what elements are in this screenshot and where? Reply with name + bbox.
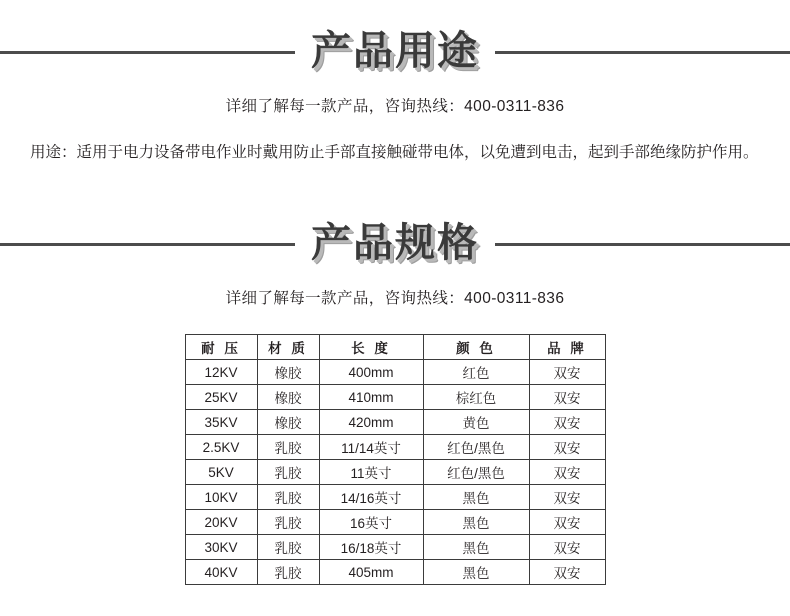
cell-brand: 双安	[529, 510, 605, 535]
cell-length: 16英寸	[319, 510, 423, 535]
hotline-spec: 详细了解每一款产品，咨询热线：400-0311-836	[225, 290, 565, 307]
table-row	[185, 485, 605, 510]
section-header-spec	[0, 214, 790, 272]
table-row	[185, 435, 605, 460]
cell-voltage: 25KV	[185, 385, 257, 410]
column-header-voltage: 耐 压	[185, 335, 257, 360]
cell-length: 11/14英寸	[319, 435, 423, 460]
column-header-brand: 品 牌	[529, 335, 605, 360]
cell-brand: 双安	[529, 560, 605, 585]
cell-length: 14/16英寸	[319, 485, 423, 510]
cell-color: 棕红色	[423, 385, 529, 410]
cell-length: 405mm	[319, 560, 423, 585]
spec-table	[185, 334, 606, 585]
column-header-color: 颜 色	[423, 335, 529, 360]
cell-color: 红色/黑色	[423, 435, 529, 460]
cell-length: 400mm	[319, 360, 423, 385]
cell-brand: 双安	[529, 460, 605, 485]
table-row	[185, 510, 605, 535]
table-row	[185, 360, 605, 385]
table-row	[185, 385, 605, 410]
table-row	[185, 560, 605, 585]
cell-color: 黑色	[423, 510, 529, 535]
cell-voltage: 40KV	[185, 560, 257, 585]
cell-brand: 双安	[529, 435, 605, 460]
cell-material: 乳胶	[257, 510, 319, 535]
section-title-wrap	[295, 214, 495, 272]
cell-voltage: 20KV	[185, 510, 257, 535]
cell-material: 乳胶	[257, 435, 319, 460]
section-title-wrap	[295, 22, 495, 80]
cell-color: 黑色	[423, 535, 529, 560]
cell-brand: 双安	[529, 360, 605, 385]
cell-material: 乳胶	[257, 485, 319, 510]
cell-length: 410mm	[319, 385, 423, 410]
cell-color: 黑色	[423, 485, 529, 510]
cell-length: 16/18英寸	[319, 535, 423, 560]
cell-material: 橡胶	[257, 385, 319, 410]
column-header-material: 材 质	[257, 335, 319, 360]
product-detail-page	[0, 22, 790, 616]
cell-brand: 双安	[529, 385, 605, 410]
column-header-length: 长 度	[319, 335, 423, 360]
table-row	[185, 535, 605, 560]
cell-brand: 双安	[529, 410, 605, 435]
cell-material: 橡胶	[257, 360, 319, 385]
cell-material: 乳胶	[257, 535, 319, 560]
table-row	[185, 410, 605, 435]
cell-brand: 双安	[529, 535, 605, 560]
cell-color: 红色/黑色	[423, 460, 529, 485]
cell-length: 420mm	[319, 410, 423, 435]
page-title: 产品用途	[311, 28, 479, 74]
usage-description: 用途：适用于电力设备带电作业时戴用防止手部直接触碰带电体，以免遭到电击，起到手部绝缘防护作用。	[30, 144, 759, 161]
cell-color: 红色	[423, 360, 529, 385]
cell-voltage: 35KV	[185, 410, 257, 435]
cell-color: 黄色	[423, 410, 529, 435]
cell-material: 乳胶	[257, 560, 319, 585]
table-row	[185, 460, 605, 485]
section-header-usage	[0, 22, 790, 80]
spec-table-wrapper	[0, 334, 790, 585]
cell-color: 黑色	[423, 560, 529, 585]
cell-material: 橡胶	[257, 410, 319, 435]
cell-voltage: 2.5KV	[185, 435, 257, 460]
cell-material: 乳胶	[257, 460, 319, 485]
cell-voltage: 12KV	[185, 360, 257, 385]
cell-voltage: 30KV	[185, 535, 257, 560]
table-header-row	[185, 335, 605, 360]
cell-voltage: 10KV	[185, 485, 257, 510]
cell-voltage: 5KV	[185, 460, 257, 485]
cell-brand: 双安	[529, 485, 605, 510]
section-title-spec: 产品规格	[311, 220, 479, 266]
cell-length: 11英寸	[319, 460, 423, 485]
hotline-usage: 详细了解每一款产品，咨询热线：400-0311-836	[225, 98, 565, 115]
